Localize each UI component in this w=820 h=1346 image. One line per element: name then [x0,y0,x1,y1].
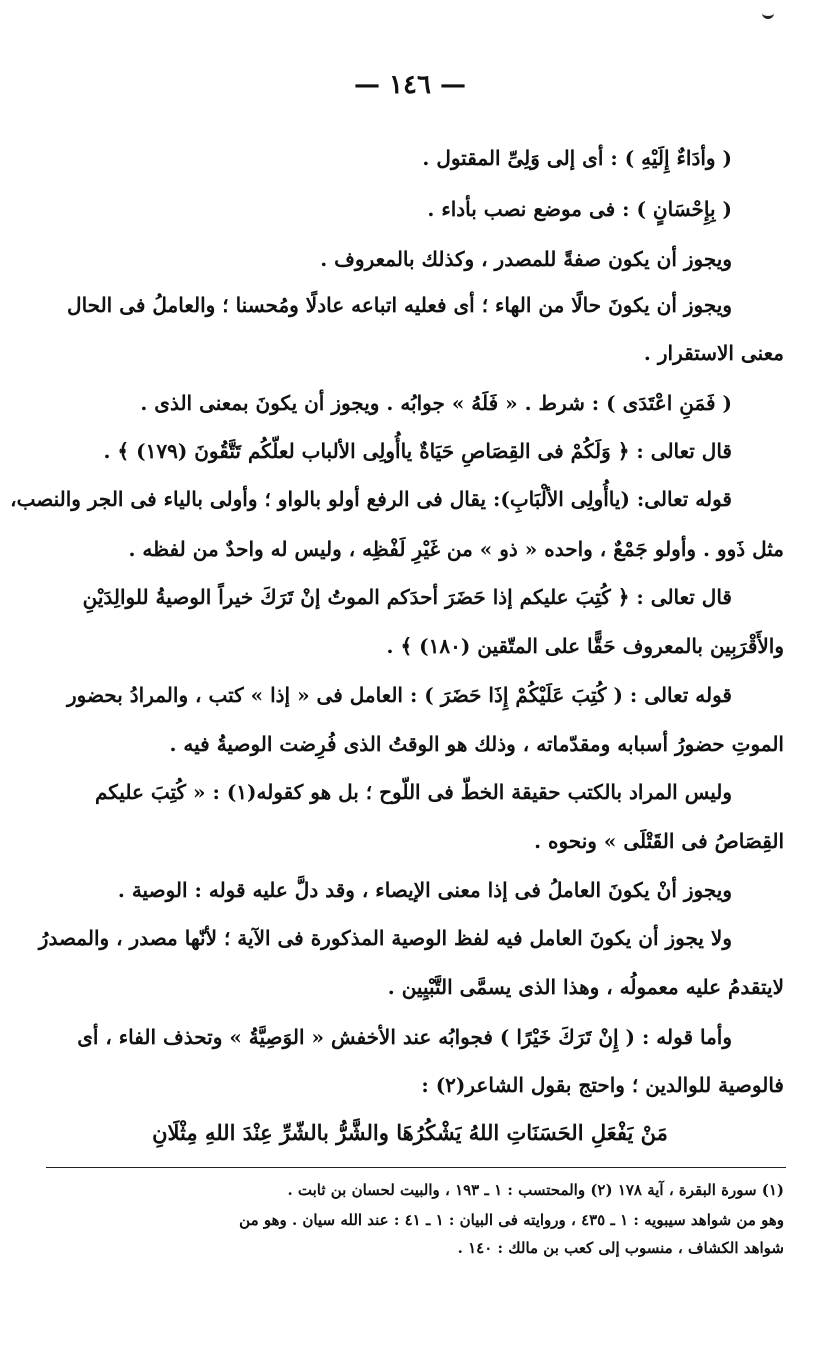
text-line: لايتقدمُ عليه معمولُه ، وهذا الذى يسمَّى التَّبْيِين . [387,975,784,999]
text-line: وليس المراد بالكتب حقيقة الخطّ فى اللّوح ؛ بل هو كقوله(١) : « كُتِبَ عليكم [94,780,732,804]
footnote-line: وهو من شواهد سيبويه : ١ ـ ٤٣٥ ، وروايته فى البيان : ١ ـ ٤١ : عند الله سيان . وهو من [239,1211,784,1229]
text-line: ويجوز أن يكون صفةً للمصدر ، وكذلك بالمعروف . [320,247,732,271]
text-line: ويجوز أنْ يكونَ العاملُ فى إذا معنى الإيصاء ، وقد دلَّ عليه قوله : الوصية . [117,878,732,902]
text-line: القِصَاصُ فى القَتْلَى » ونحوه . [534,829,784,853]
text-line: ( وأدَاءٌ إِلَيْهِ ) : أى إلى وَلِىِّ المقتول . [422,146,732,170]
text-line: وأما قوله : ( إِنْ تَرَكَ خَيْرًا ) فجوابُه عند الأخفش « الوَصِيَّةُ » وتحذف الفاء ، أى [77,1025,732,1049]
poetry-verse: مَنْ يَفْعَلِ الحَسَنَاتِ اللهُ يَشْكُرُهَا والشَّرُّ بالشّرِّ عِنْدَ اللهِ مِثْلَانِ [152,1120,668,1145]
text-line: فالوصية للوالدين ؛ واحتج بقول الشاعر(٢) : [421,1073,784,1097]
text-line: الموتِ حضورُ أسبابه ومقدّماته ، وذلك هو الوقتُ الذى فُرِضت الوصيةُ فيه . [169,732,784,756]
corner-mark [762,8,774,19]
quran-verse-line: والأَقْرَبِين بالمعروف حَقًّا على المتّقين (١٨٠) ﴾ . [386,634,784,658]
text-line: قوله تعالى: (ياأُولِى الألْبَابِ): يقال فى الرفع أولو بالواو ؛ وأولى بالياء فى الجر والنصب، [10,487,732,511]
footnote-line: (١) سورة البقرة ، آية ١٧٨ (٢) والمحتسب : ١ ـ ١٩٣ ، والبيت لحسان بن ثابت . [287,1181,784,1199]
text-line: مثل ذَوو . وأولو جَمْعٌ ، واحده « ذو » من غَيْرِ لَفْظِه ، وليس له واحدٌ من لفظه . [128,537,784,561]
text-line: ( بِإِحْسَانٍ ) : فى موضع نصب بأداء . [427,197,732,221]
text-line: ( فَمَنِ اعْتَدَى ) : شرط . « فَلَهُ » جوابُه . ويجوز أن يكونَ بمعنى الذى . [140,391,732,415]
quran-verse-line: قال تعالى : ﴿ وَلَكُمْ فى القِصَاصِ حَيَاةٌ ياأُولِى الألباب لعلّكُم تَتَّقُونَ (١٧٩) ﴾ . [103,439,732,463]
quran-verse-line: قال تعالى : ﴿ كُتِبَ عليكم إذا حَضَرَ أحدَكم الموتُ إنْ تَرَكَ خيراً الوصيةُ للوالِدَيْنِ [82,585,732,609]
footnote-line: شواهد الكشاف ، منسوب إلى كعب بن مالك : ١٤٠ . [457,1239,784,1257]
text-line: قوله تعالى : ( كُتِبَ عَلَيْكُمْ إِذَا حَضَرَ ) : العامل فى « إذا » كتب ، والمرادُ بحضور [66,683,732,707]
text-line: معنى الاستقرار . [643,341,784,365]
footnote-divider [46,1167,786,1168]
text-line: ويجوز أن يكونَ حالًا من الهاء ؛ أى فعليه اتباعه عادلًا ومُحسنا ؛ والعاملُ فى الحال [67,293,732,317]
page-number: — ١٤٦ — [353,70,467,100]
text-line: ولا يجوز أن يكونَ العامل فيه لفظ الوصية المذكورة فى الآية ؛ لأنّها مصدر ، والمصدرُ [38,926,732,950]
